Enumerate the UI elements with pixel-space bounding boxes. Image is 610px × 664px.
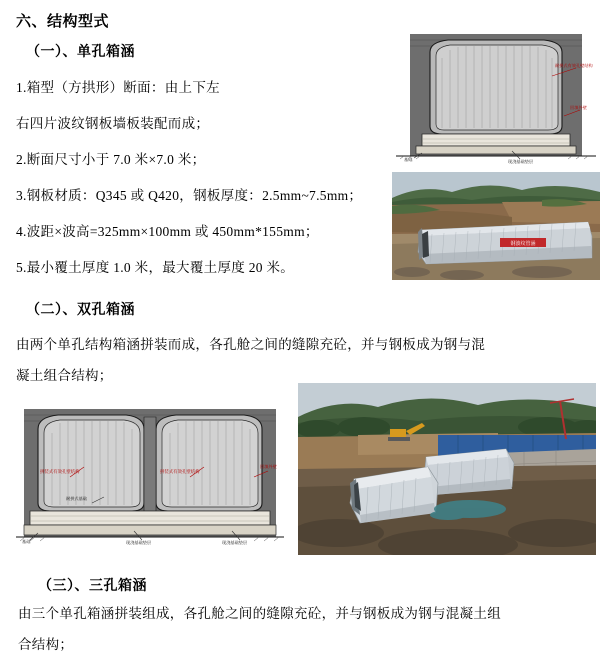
drawing-label: 回填外壁 (570, 105, 587, 110)
list-item: 2.断面尺寸小于 7.0 米×7.0 米； (16, 152, 206, 167)
list-item: 1.箱型（方拱形）断面：由上下左 (16, 80, 220, 95)
single-cell-photo-svg (392, 172, 600, 280)
subsection-heading-2: （二）、双孔箱涵 (26, 302, 135, 318)
drawing-label: 拼装式有效孔壁结构 (40, 470, 80, 475)
drawing-label: 基础 (22, 539, 31, 544)
paragraph: 由两个单孔结构箱涵拼装而成，各孔舱之间的缝隙充砼，并与钢板成为钢与混 (16, 337, 486, 352)
drawing-label: 回填外壁 (260, 464, 277, 469)
drawing-label: 现浇基础垫层 (508, 159, 534, 164)
figure-single-cell-photo (392, 172, 600, 280)
drawing-label: 拼装式有效孔壁结构 (160, 470, 200, 475)
figure-single-cell-drawing (392, 6, 600, 169)
double-cell-photo-svg (298, 383, 596, 555)
drawing-label: 现浇基础垫层 (222, 540, 248, 545)
drawing-label: 耐拼式有效孔壁结构 (555, 63, 593, 68)
figure-double-cell-photo (298, 383, 596, 555)
subsection-2-paragraphs (14, 331, 588, 389)
list-item: 3.钢板材质：Q345 或 Q420，钢板厚度：2.5mm~7.5mm； (16, 188, 363, 203)
subsection-3-paragraphs (16, 600, 594, 662)
single-cell-drawing-svg (392, 6, 600, 169)
drawing-label: 现浇基础垫层 (126, 540, 152, 545)
figure-double-cell-drawing (14, 385, 286, 557)
subsection-heading-3: （三）、三孔箱涵 (38, 578, 147, 594)
drawing-label: 耐拼式基础 (66, 496, 87, 501)
subsection-heading-1: （一）、单孔箱涵 (26, 44, 135, 60)
paragraph: 由三个单孔箱涵拼装组成，各孔舱之间的缝隙充砼，并与钢板成为钢与混凝土组 (18, 606, 501, 621)
page-title: 六、结构型式 (16, 12, 110, 30)
list-item: 右四片波纹钢板墙板装配而成； (16, 116, 210, 131)
list-item: 5.最小覆土厚度 1.0 米，最大覆土厚度 20 米。 (16, 260, 295, 275)
paragraph: 凝土组合结构； (16, 368, 113, 383)
list-item: 4.波距×波高=325mm×100mm 或 450mm*155mm； (16, 224, 319, 239)
paragraph: 合结构； (18, 637, 74, 652)
photo-banner (500, 238, 546, 247)
subsection-1-items (14, 73, 384, 283)
svg-text:钢波纹管涵: 钢波纹管涵 (510, 241, 536, 247)
drawing-label: 基础 (404, 157, 413, 162)
